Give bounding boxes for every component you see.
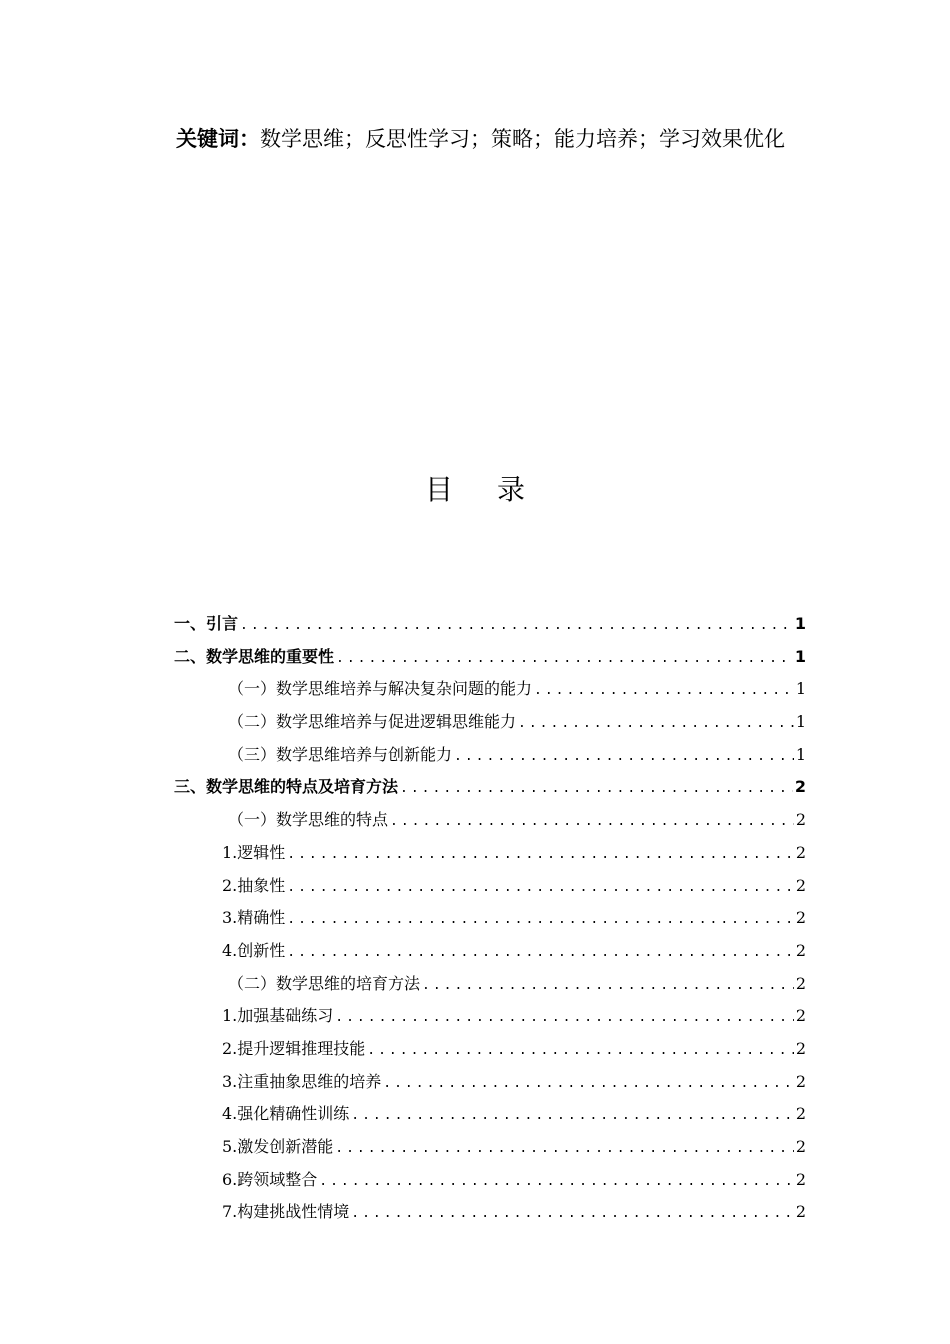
toc-leader-dots: [454, 749, 794, 764]
toc-entry[interactable]: [174, 1101, 806, 1134]
toc-entry[interactable]: [174, 774, 806, 807]
toc-leader-dots: [287, 880, 794, 895]
toc-entry-page: 1: [795, 679, 806, 699]
toc-entry-page: 2: [794, 777, 806, 797]
keywords-label: 关键词：: [176, 127, 260, 151]
toc-entry[interactable]: [174, 938, 806, 971]
toc-entry-label: （一）数学思维的特点: [228, 810, 389, 830]
toc-entry-page: 2: [795, 973, 806, 993]
toc-entry[interactable]: [174, 742, 806, 775]
table-of-contents: [174, 611, 806, 1232]
toc-leader-dots: [287, 847, 794, 862]
toc-leader-dots: [400, 781, 793, 796]
toc-entry-label: 3.精确性: [222, 908, 286, 928]
toc-entry[interactable]: [174, 1003, 806, 1036]
toc-entry-label: 1.逻辑性: [222, 842, 286, 862]
toc-leader-dots: [390, 814, 794, 829]
toc-entry[interactable]: [174, 709, 806, 742]
toc-entry-page: 2: [795, 810, 806, 830]
toc-entry[interactable]: [174, 971, 806, 1004]
toc-leader-dots: [351, 1206, 794, 1221]
toc-leader-dots: [422, 978, 794, 993]
toc-entry[interactable]: [174, 807, 806, 840]
toc-entry-label: （三）数学思维培养与创新能力: [228, 744, 453, 764]
toc-entry[interactable]: [174, 840, 806, 873]
toc-entry[interactable]: [174, 1036, 806, 1069]
toc-entry-label: 5.激发创新潜能: [222, 1137, 334, 1156]
toc-entry-page: 1: [794, 614, 806, 633]
toc-leader-dots: [287, 945, 794, 960]
toc-entry[interactable]: [174, 611, 806, 644]
toc-entry-page: 2: [795, 1006, 806, 1026]
toc-leader-dots: [336, 651, 793, 666]
toc-entry-page: 1: [794, 646, 806, 666]
toc-entry-label: （二）数学思维培养与促进逻辑思维能力: [228, 712, 517, 732]
toc-entry-page: 2: [795, 1202, 806, 1222]
toc-entry-label: （一）数学思维培养与解决复杂问题的能力: [228, 679, 533, 699]
toc-entry-page: 2: [795, 1169, 806, 1189]
toc-entry-label: 2.提升逻辑推理技能: [222, 1038, 366, 1058]
toc-entry-label: 二、数学思维的重要性: [174, 646, 335, 666]
toc-entry[interactable]: [174, 1069, 806, 1102]
toc-entry-page: 2: [795, 1137, 806, 1156]
toc-entry-label: 2.抽象性: [222, 875, 286, 895]
toc-leader-dots: [351, 1108, 794, 1123]
keywords-text: 数学思维；反思性学习；策略；能力培养；学习效果优化: [260, 127, 785, 151]
toc-entry-page: 2: [795, 1038, 806, 1058]
toc-entry-label: 4.创新性: [222, 940, 286, 960]
toc-entry-label: （二）数学思维的培育方法: [228, 973, 421, 993]
toc-entry-page: 2: [795, 1071, 806, 1091]
toc-leader-dots: [383, 1076, 794, 1091]
toc-entry[interactable]: [174, 676, 806, 709]
toc-entry-label: 7.构建挑战性情境: [222, 1202, 350, 1222]
toc-entry[interactable]: [174, 873, 806, 906]
toc-entry-label: 6.跨领域整合: [222, 1169, 318, 1189]
toc-entry-page: 2: [795, 875, 806, 895]
toc-entry[interactable]: [174, 905, 806, 938]
toc-leader-dots: [319, 1174, 794, 1189]
toc-entry-page: 2: [795, 908, 806, 928]
toc-leader-dots: [335, 1141, 794, 1156]
toc-entry[interactable]: [174, 1167, 806, 1200]
toc-entry[interactable]: [174, 1199, 806, 1232]
toc-entry-page: 1: [795, 712, 806, 732]
toc-entry-page: 2: [795, 1104, 806, 1124]
toc-leader-dots: [367, 1043, 794, 1058]
toc-entry-page: 2: [795, 842, 806, 862]
toc-entry-page: 2: [795, 940, 806, 960]
toc-entry-label: 一、引言: [174, 614, 239, 633]
toc-entry[interactable]: [174, 644, 806, 677]
toc-entry-label: 3.注重抽象思维的培养: [222, 1071, 382, 1091]
toc-entry-label: 1.加强基础练习: [222, 1006, 334, 1026]
toc-entry-label: 三、数学思维的特点及培育方法: [174, 777, 399, 797]
toc-entry-page: 1: [795, 744, 806, 764]
toc-leader-dots: [287, 912, 794, 927]
toc-leader-dots: [534, 683, 794, 698]
toc-title: 目录: [424, 473, 569, 506]
toc-entry[interactable]: [174, 1134, 806, 1167]
toc-entry-label: 4.强化精确性训练: [222, 1104, 350, 1124]
toc-leader-dots: [335, 1010, 794, 1025]
toc-leader-dots: [518, 716, 794, 731]
toc-leader-dots: [240, 618, 793, 633]
keywords-line: [176, 124, 785, 154]
